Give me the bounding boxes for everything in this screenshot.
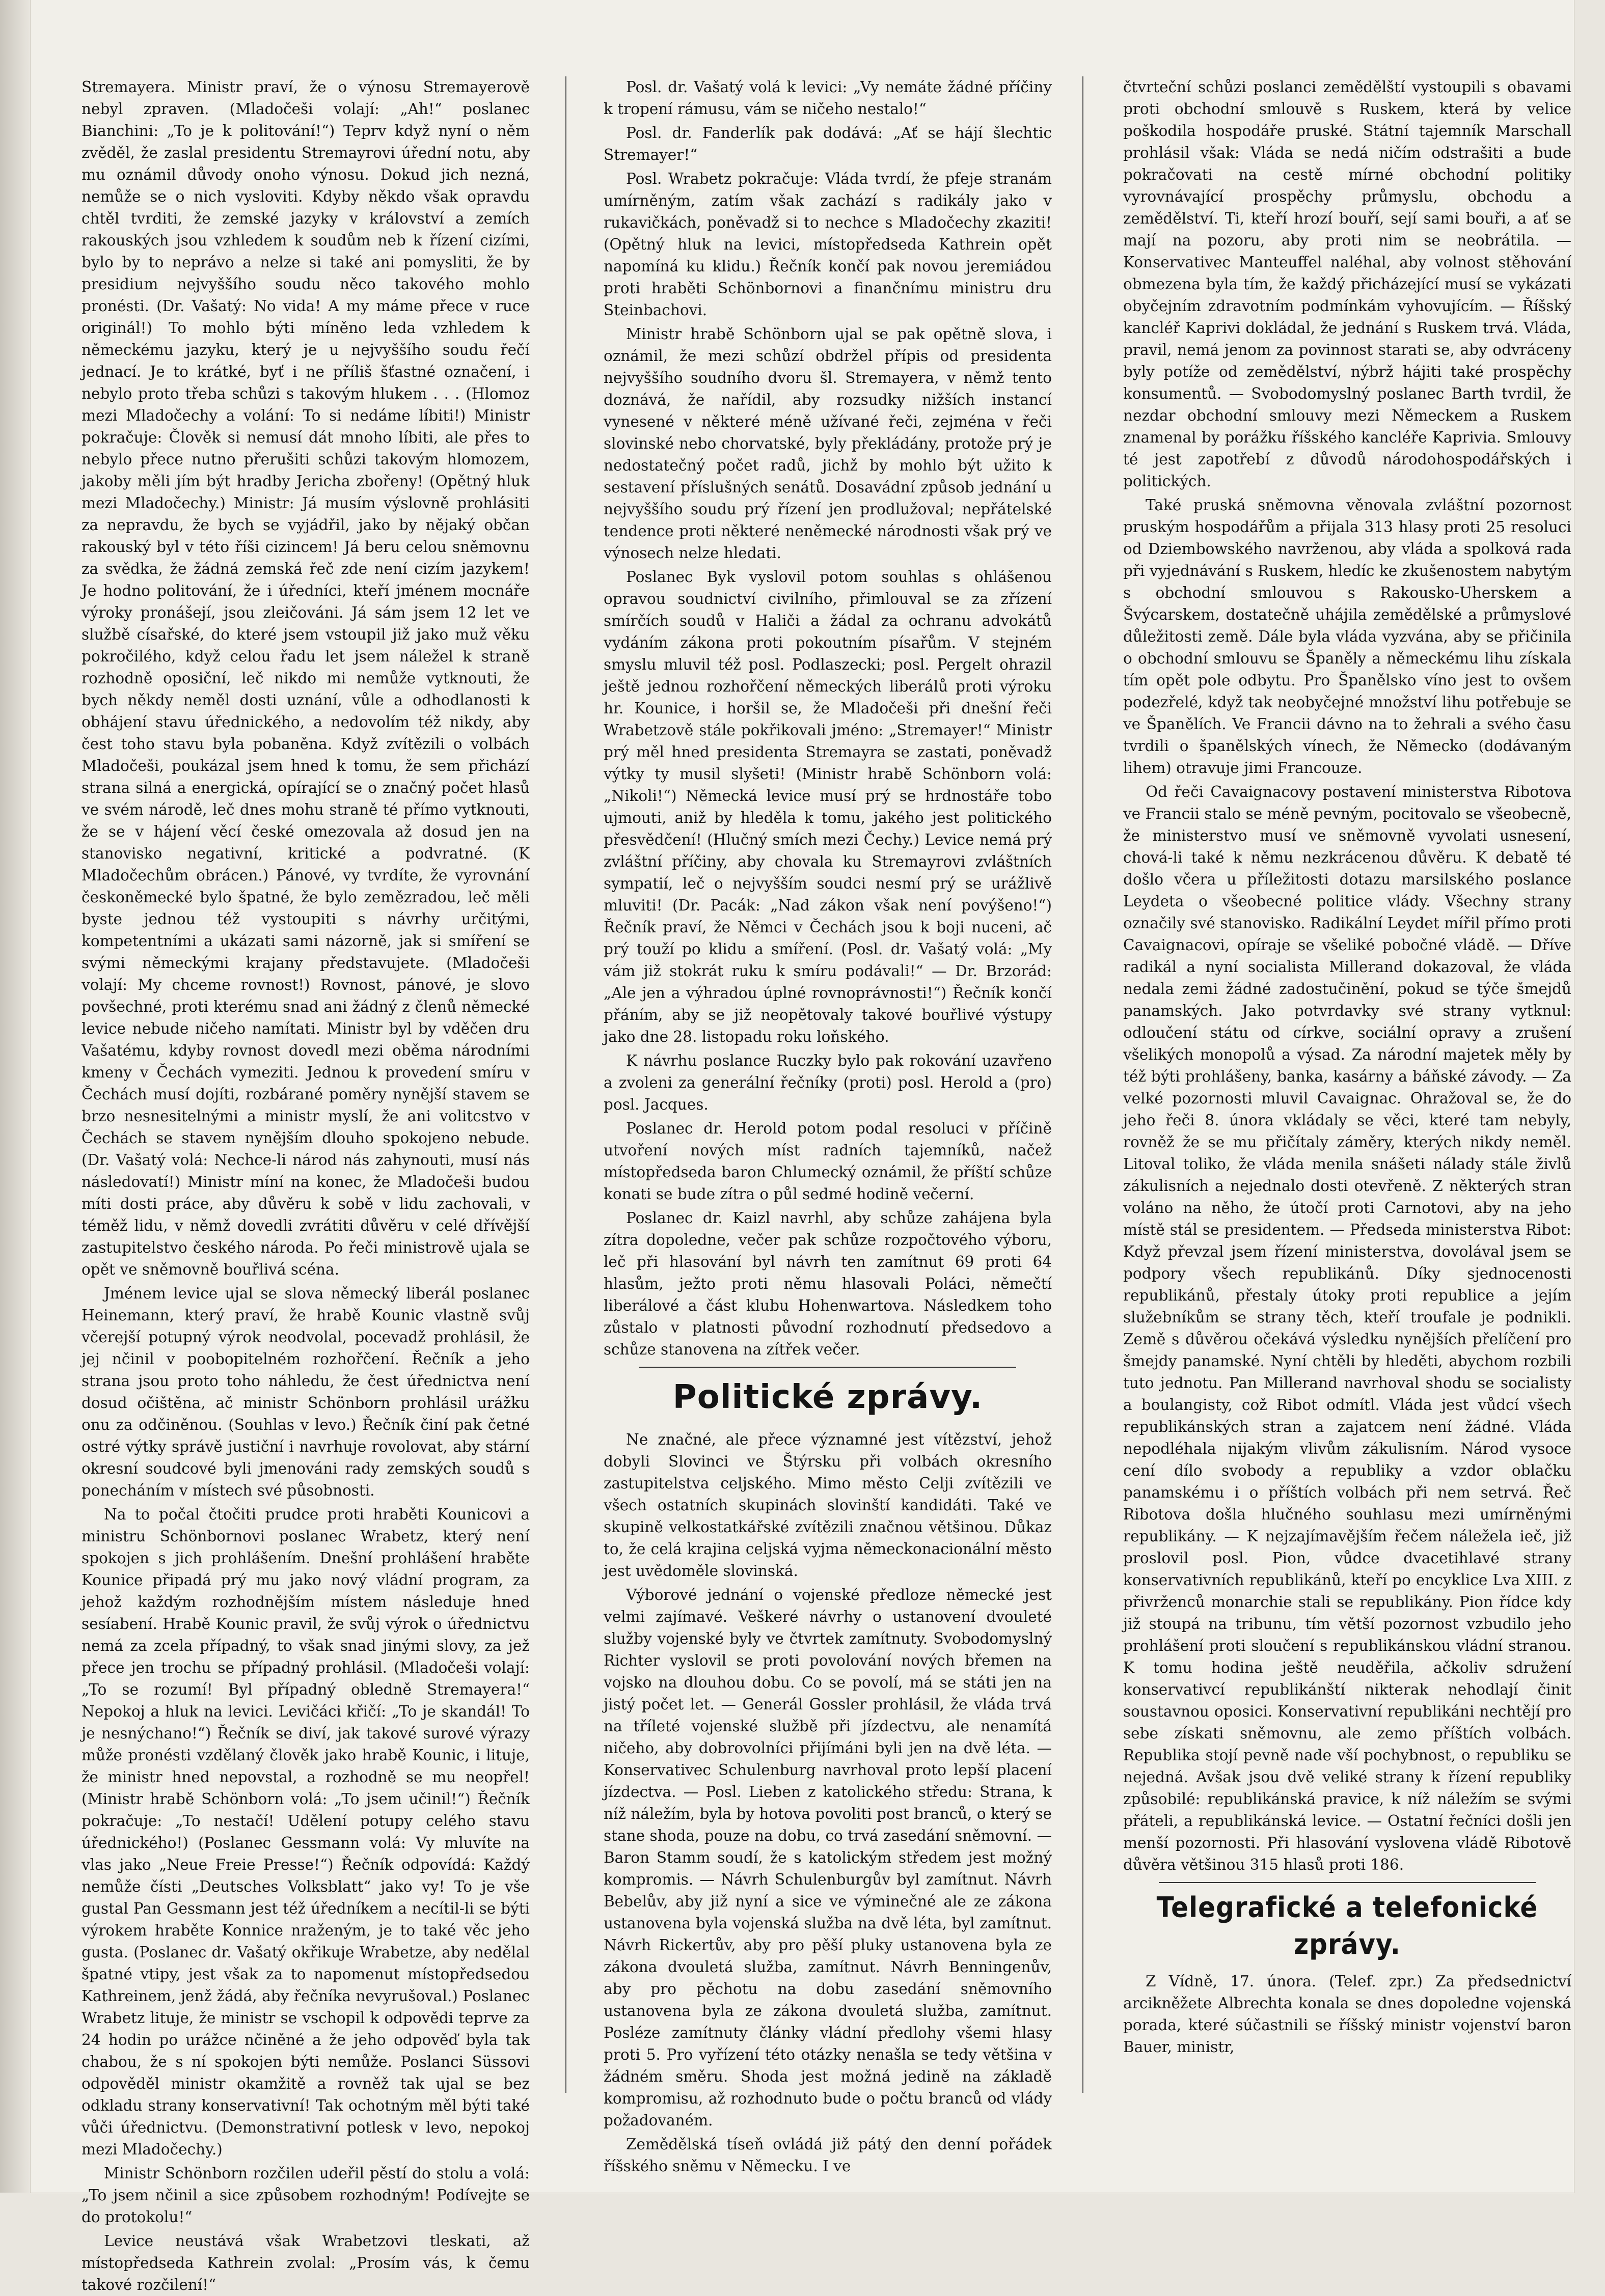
column-divider [565,76,566,2093]
article-paragraph: Také pruská sněmovna věnovala zvláštní pozornost pruským hospodářům a přijala 313 hlasy proti 25 resoluci od Dziembowského navrženou, aby vláda a spolková rada při vyjednávání s Ruskem, hledíc ke zkušenostem nabytým s obchodní smlouvou s Rakousko-Uherskem a Švýcarskem, dostatečně uhájila zemědělské a průmyslové důležitosti země. Dále byla vláda vyzvána, aby se přičinila o obchodní smlouvu se Španěly a německému lihu získala tím opět pole odbytu. Pro Španělsko víno jest to ovšem podezřelé, když tak neobyčejné množství lihu potřebuje se ve Španělích. Ve Francii dávno na to žehrali a svého času tvrdili o španělských vínech, že Německo (dodávaným lihem) otravuje jimi Francouze. [1123,496,1571,777]
section-heading-politicke-zpravy: Politické zprávy. [672,1378,983,1416]
article-paragraph: Od řeči Cavaignacovy postavení ministerstva Ribotova ve Francii stalo se méně pevným, pocitovalo se všeobecně, že ministerstvo musí ve sněmovně vyvolati usnesení, chová-li také k němu nezkrácenou důvěru. K debatě té došlo včera u příležitosti dotazu marsilského poslance Leydeta o všeobecné politice vlády. Všechny strany označily své stanovisko. Radikální Leydet mířil přímo proti Cavaignacovi, opíraje se všeliké pobočné vládě. — Dříve radikál a nyní socialista Millerand dokazoval, že vláda nedala zemi žádné zadostučinění, pokud se týče šmejdů panamských. Jako potvrdavky své strany vytknul: odloučení státu od církve, sociální opravy a zrušení všelikých monopolů a výsad. Za národní majetek měly by též býti prohlášeny, banka, kasárny a báňské závody. — Za velké pozornosti mluvil Cavaignac. Ohražoval se, že do jeho řeči 8. února vkládaly se věci, které tam nebyly, rovněž že se mu přičítaly záměry, kterých nikdy neměl. Litoval toliko, že vláda menila snášeti nálady stále živlů zákulisních a nejednalo dosti otevřeně. Z některých stran voláno na něho, že útočí proti Carnotovi, aby na jeho místě stál se presidentem. — Předseda ministerstva Ribot: Když převzal jsem řízení ministerstva, dovolával jsem se podpory všech republikánů. Díky sjednocenosti republikánů, přestaly útoky proti republice a jejím služebníkům se strany těch, kteří troufale je podnikli. Země s důvěrou očekává výsledku nynějších přelíčení pro šmejdy panamské. Nyní chtěli by hleděti, abychom rozbili tuto jednotu. Pan Millerand navrhoval shodu se socialisty a boulangisty, což Ribot odmítl. Vláda jest vůdcí všech republikánských stran a zajatcem není žádné. Vláda nepodléhala nijakým vlivům zákulisním. Národ vysoce cení dílo svobody a republiky a vzdor oblačku panamskému i o příštích volbách při nem setrvá. Řeč Ribotova došla hlučného souhlasu mezi umírněnými republikány. — K nejzajímavějším řečem náleželа ieč, již proslovil posl. Pion, vůdce dvacetihlavé strany konservativních republikánů, kteří po encyklice Lva XIII. z přivrženců monarchie stali se republikány. Pion řídce kdy již stoupá na tribunu, tím větší pozornost vzbudilo jeho prohlášení proti sloučení s republikánskou vládní stranou. K tomu hodina ještě neuděřila, ačkoliv sdružení konservativcí republikánští nikterak nehodlají činit soustavnou oposici. Konservativní republikáni nechtějí pro sebe získati sněmovnu, ale zemo příštích volbách. Republika stojí pevně nade vší pochybnost, o republiku se nejedná. Avšak jsou dvě veliké strany k řízení republiky způsobilé: republikánská pravice, k níž náležím se svými přáteli, a republikánská levice. — Ostatní řečníci došli jen menší pozornosti. Při hlasování vyslovena vládě Ribotově důvěra většinou 315 hlasů proti 186. [1123,783,1571,1873]
section-heading-telegraficke-zpravy: Telegrafické a telefonické zprávy. [1156,1891,1538,1961]
section-rule [1159,1882,1536,1883]
article-paragraph: K návrhu poslance Ruczky bylo pak rokování uzavřeno a zvoleni za generální řečníky (proti) posl. Herold a (pro) posl. Jacques. [604,1052,1052,1113]
article-paragraph: Ministr hrabě Schönborn ujal se pak opětně slova, i oznámil, že mezi schůzí obdržel přípis od presidenta nejvyššího soudního dvoru šl. Stremayera, v němž tento doznává, že nařídil, aby rozsudky nižších instancí vynesené v některé méně užívané řeči, zejména v řeči slovinské nebo chorvatské, byly překládány, protože prý je nedostatečný počet radů, jichž by mohlo být užito k sestavení příslušných senátů. Dosavádní způsob jednání u nejvyššího soudu prý řízení jen prodlužoval; nepřátelské tendence proti některé neněmecké národnosti však prý ve výnosech nelze hledati. [604,325,1052,562]
article-paragraph: Levice neustává však Wrabetzovi tleskati, až místopředseda Kathrein zvolal: „Prosím vás, k čemu takové rozčilení!“ [81,2232,530,2293]
article-paragraph: Poslanec dr. Herold potom podal resoluci v příčině utvoření nových míst radních tajemníků, načež místopředseda baron Chlumecký oznámil, že příští schůze konati se bude zítra o půl sedmé hodině večerní. [604,1120,1052,1203]
section-rule [639,1367,1016,1368]
article-paragraph: Ne značné, ale přece významné jest vítězství, jehož dobyli Slovinci ve Štýrsku při volbách okresního zastupitelstva celjského. Mimo město Celji zvítězili ve všech ostatních skupinách slovinští kandidáti. Také ve skupině velkostatkářské zvítězili značnou většinou. Důkaz to, že celá krajina celjská vyjma německonacionální město jest uvědoměle slovinská. [604,1431,1052,1580]
article-paragraph: Na to počal čtočiti prudce proti hraběti Kounicovi a ministru Schönbornovi poslanec Wrabetz, který není spokojen s jich prohlášením. Dnešní prohlášení hraběte Kounice připadá prý mu jako nový vládní program, za jehož každým rozhodnějším místem následuje hned sesíabení. Hrabě Kounic pravil, že svůj výrok o úřednictvu nemá za zcela případný, to však snad jinými slovy, za jež přece jen trochu se případný prohlásil. (Mladočeši volají: „To se rozumí! Byl případný obledně Stremayera!“ Nepokoj a hluk na levici. Levičáci křičí: „To je skandál! To je nesnýchano!“) Řečník se diví, jak takové surové výrazy může pronésti vzdělaný člověk jako hrabě Kounic, i lituje, že ministr hned nepovstal, a rozhodně se mu neopřel! (Ministr hrabě Schönborn volá: „To jsem učinil!“) Řečník pokračuje: „To nestačí! Udělení potupy celého stavu úřednického!) (Poslanec Gessmann volá: Vy mluvíte na vlas jako „Neue Freie Presse!“) Řečník odpovídá: Každý nemůže čísti „Deutsches Volksblatt“ jako vy! To je vše gustal Pan Gessmann jest též úředníkem a necítil-li se býti výrokem hraběte Konnice nraženým, je to také věc jeho gusta. (Poslanec dr. Vašatý okřikuje Wrabetze, aby nedělal špatné vtipy, jest však za to napomenut místopředsedou Kathreinem, jenž žádá, aby řečníka nevyrušoval.) Poslanec Wrabetz lituje, že ministr se vschopil k odpovědi teprve za 24 hodin po urážce nčiněné a že jeho odpověď byla tak chabou, že s ní spokojen býti nemůže. Poslanci Süssovi odpověděl ministr okamžitě a rovněž tak ujal se bez odkladu strany konservativní! Tak ochotným měl býti také vůči úřednictvu. (Demonstrativní potlesk v levo, nepokoj mezi Mladočechy.) [81,1506,530,2158]
article-paragraph: Ministr Schönborn rozčilen udeřil pěstí do stolu a volá: „To jsem nčinil a sice způsobem rozhodným! Podívejte se do protokolu!“ [81,2165,530,2226]
column-2 [604,76,1052,2175]
article-paragraph: Stremayera. Ministr praví, že o výnosu Stremayerově nebyl zpraven. (Mladočeši volají: „Ah!“ poslanec Bianchini: „To je k politování!“) Teprv když nyní o něm zvěděl, že zaslal presidentu Stremayrovi úřední notu, aby mu oznámil důvody onoho výnosu. Dokud jich nezná, nemůže se o nich vysloviti. Kdyby někdo však opravdu chtěl tvrditi, že zemské jazyky v království a zemích rakouských jsou vzhledem k soudům neb k řízení cizími, bylo by to neprávo a nelze si také ani pomysliti, že by presidium nejvyššího soudu něco takového mohlo pronésti. (Dr. Vašatý: No vida! A my máme přece v ruce originál!) To mohlo býti míněno leda vzhledem k německému jazyku, který je u nejvyššího soudu řečí jednací. Je to krátké, byť i ne příliš šťastné označení, i nebylo proto třeba schůzi s takovým hlukem . . . (Hlomoz mezi Mladočechy a volání: To si nedáme líbiti!) Ministr pokračuje: Člověk si nemusí dát mnoho líbiti, ale přes to nebylo přece nutno přerušiti schůzi takovým hlomozem, jakoby měli jím být hradby Jericha zbořeny! (Opětný hluk mezi Mladočechy.) Ministr: Já musím výslovně prohlásiti za nepravdu, že bych se vyjádřil, jako by nějaký občan rakouský byl v této říši cizincem! Já beru celou sněmovnu za svědka, že žádná zemská řeč zde není cizím jazykem! Je hodno politování, že i úředníci, kteří jménem mocnáře výroky pronášejí, jsou zleičováni. Já sám jsem 12 let ve službě císařské, do které jsem vstoupil již jako muž věku pokročilého, když celou řadu let jsem náležel k straně rozhodně oposiční, leč nikdo mi nemůže vytknouti, že bych někdy neměl dosti uznání, vůle a odhodlanosti k obhájení stavu úřednického, a nedovolím též nikdy, aby čest toho stavu byla pobaněna. Když zvítězili o volbách Mladočeši, poukázal jsem hned k tomu, že sem přichází strana silná a energická, opírající se o značný počet hlasů ve svém národě, leč dnes mohu straně té přímo vytknouti, že se v hájení věcí české omezovala až dosud jen na stanovisko negativní, kritické a podvratné. (K Mladočechům obrácen.) Pánové, vy tvrdíte, že vyrovnání českoněmecké bylo špatné, že bylo zemězradou, leč měli byste jednou též vystoupiti s návrhy určitými, kompetentními a ukázati sami názorně, jak si smíření se svými německými krajany představujete. (Mladočeši volají: My chceme rovnost!) Rovnost, pánové, je slovo povšechné, proti kterému snad ani žádný z členů německé levice nebude ničeho namítati. Ministr byl by vděčen dru Vašatému, kdyby rovnost dovedl mezi oběma národními kmeny v Čechách vymeziti. Jednou k provedení smíru v Čechách musí dojíti, rozbárané poměry nynější stavem se brzo nesnesitelnými a ministr myslí, že ani volitcstvo v Čechách se stavem nynějším dlouho spokojeno nebude. (Dr. Vašatý volá: Nechce-li národ nás zahynouti, musí nás následovatí!) Ministr míní na konec, že Mladočeši budou míti dosti práce, aby důvěru k sobě v lidu zachovali, v téměž lidu, v němž dovedli zvrátiti důvěru v celé dřívější zastupitelstvo českého národa. Po řeči ministrově ujala se opět ve sněmovně bouřlivá scéna. [81,78,530,1278]
article-paragraph: Poslanec dr. Kaizl navrhl, aby schůze zahájena byla zítra dopoledne, večer pak schůze rozpočtového výboru, leč při hlasování byl návrh ten zamítnut 69 proti 64 hlasům, ježto proti němu hlasovali Poláci, němečtí liberálové a část klubu Hohenwartova. Následkem toho zůstalo v platnosti původní rozhodnutí předsedovo a schůze stanovena na zítřek večer. [604,1209,1052,1358]
article-paragraph: Posl. dr. Fanderlík pak dodává: „Ať se hájí šlechtic Stremayer!“ [604,124,1052,163]
article-paragraph: čtvrteční schůzi poslanci zemědělští vystoupili s obavami proti obchodní smlouvě s Ruskem, která by velice poškodila hospodáře pruské. Státní tajemník Marschall prohlásil však: Vláda se nedá ničím odstrašiti a bude pokračovati na cestě mírné obchodní politiky vyrovnávající prospěchy průmyslu, obchodu a zemědělství. Ti, kteří hrozí bouří, sejí sami bouři, a ať se mají na pozoru, aby proti nim se neobrátila. — Konservativec Manteuffel naléhal, aby volnost stěhování obmezena byla tím, že každý přicházející musí se vykázati obyčejním zdravotním podmínkám vyhovujícím. — Říšský kancléř Kaprivi dokládal, že jednání s Ruskem trvá. Vláda, pravil, nemá jenom za povinnost starati se, aby odvráceny byly potíže od zemědělství, nýbrž hájiti také prospěchy konsumentů. — Svobodomyslný poslanec Barth tvrdil, že nezdar obchodní smlouvy mezi Německem a Ruskem znamenal by porážku říšského kancléře Kaprivia. Smlouvy té jest zapotřebí z důvodů národohospodářských i politických. [1123,78,1571,490]
article-paragraph: Posl. dr. Vašatý volá k levici: „Vy nemáte žádné příčiny k tropení rámusu, vám se ničeho nestalo!“ [604,78,1052,118]
page-binding-shadow [0,0,31,2193]
column-1 [81,76,530,2293]
article-paragraph: Poslanec Byk vyslovil potom souhlas s ohlášenou opravou soudnictví civilního, přimlouval se za zřízení smírčích soudů v Haliči a žádal za ochranu advokátů vydáním zákona proti pokoutním písařům. V stejném smyslu mluvil též posl. Podlaszecki; posl. Pergelt ohrazil ještě jednou rozhořčení německých liberálů proti výroku hr. Kounice, i horšil se, že Mladočeši při dnešní řeči Wrabetzově stále pokřikovali jméno: „Stremayer!“ Ministr prý měl hned presidenta Stremayra se zastati, poněvadž výtky ty musil slyšeti! (Ministr hrabě Schönborn volá: „Nikoli!“) Německá levice musí prý se hrdnostáře tobo ujmouti, aniž by hleděla k tomu, jakého jest politického přesvědčení! (Hlučný smích mezi Čechy.) Levice nemá prý zvláštní příčiny, aby chovala ku Stremayrovi zvláštních sympatií, leč o nejvyšším soudci nesmí prý se urážlivě mluviti! (Dr. Pacák: „Nad zákon však není povýšeno!“) Řečník praví, že Němci v Čechách jsou k boji nuceni, ač prý touží po klidu a smíření. (Posl. dr. Vašatý volá: „My vám již stokrát ruku k smíru podávali!“ — Dr. Brzorád: „Ale jen a výhradou úplné rovnoprávnosti!“) Řečník končí přáním, aby se již neopětovaly takové bouřlivé výstupy jako dne 28. listopadu roku loňského. [604,568,1052,1045]
article-paragraph: Jménem levice ujal se slova německý liberál poslanec Heinemann, který praví, že hrabě Kounic vlastně svůj včerejší potupný výrok neodvolal, pocevadž prohlásil, že jej nčinil v poobopitelném rozhořčení. Řečník a jeho strana jsou proto toho náhledu, že čest úřednictva není dosud očištěna, ač ministr Schönborn prohlásil urážku onu za odčiněnou. (Souhlas v levo.) Řečník činí pak četné ostré výtky správě justiční i navrhuje rovolovat, aby stární okresní soudcové byli jmenováni rady zemských soudů s ponecháním v místech své působnosti. [81,1285,530,1499]
article-paragraph: Z Vídně, 17. února. (Telef. zpr.) Za předsednictví arcikněžete Albrechta konala se dnes dopoledne vojenská porada, které súčastnili se říšský ministr vojenství baron Bauer, ministr, [1123,1973,1571,2056]
article-paragraph: Posl. Wrabetz pokračuje: Vláda tvrdí, že pfeje stranám umírněným, zatím však zachází s radikály jako v rukavičkách, poněvadž si to nechce s Mladočechy zkaziti! (Opětný hluk na levici, místopředseda Kathrein opět napomíná ku klidu.) Řečník končí pak novou jeremiádou proti hraběti Schönbornovi a finančnímu ministru dru Steinbachovi. [604,170,1052,319]
article-paragraph: Výborové jednání o vojenské předloze německé jest velmi zajímavé. Veškeré návrhy o ustanovení dvouleté služby vojenské byly ve čtvrtek zamítnuty. Svobodomyslný Richter vyslovil se proti povolování nových břemen na vojsko na dlouhou dobu. Co se povolí, má se státi jen na jistý počet let. — Generál Gossler prohlásil, že vláda trvá na tříleté vojenské službě při jízdectvu, ale nenamítá ničeho, aby dobrovolníci přijímáni byli jen na dvě léta. — Konservativec Schulenburg navrhoval proto lepší placení jízdectva. — Posl. Lieben z katolického středu: Strana, k níž náležím, byla by hotova povoliti post branců, o který se stane shoda, pouze na dobu, co trvá zasedání sněmovní. — Baron Stamm soudí, že s katolickým středem jest možný kompromis. — Návrh Schulenburgův byl zamítnut. Návrh Bebelův, aby již nyní a sice ve výminečné ale ze zákona ustanovena byla vojenská služba na dvě léta, byl zamítnut. Návrh Rickertův, aby pro pěší pluky ustanovena byla ze zákona dvouletá služba, zamítnut. Návrh Benningenův, aby pro pěchotu na dobu zasedání sněmovního ustanovena byla ze zákona dvouletá služba, zamítnut. Posléze zamítnuty články vládní předlohy všemi hlasy proti 5. Pro vyřízení této otázky nenašla se tedy většina v žádném směru. Shoda jest možná jedině na základě kompromisu, až rozhodnuto bude o počtu branců od vlády požadovaném. [604,1586,1052,2129]
column-3 [1123,76,1571,2093]
column-divider [1082,76,1083,2093]
article-paragraph: Zemědělská tíseň ovládá již pátý den denní pořádek říšského sněmu v Německu. I ve [604,2136,1052,2175]
